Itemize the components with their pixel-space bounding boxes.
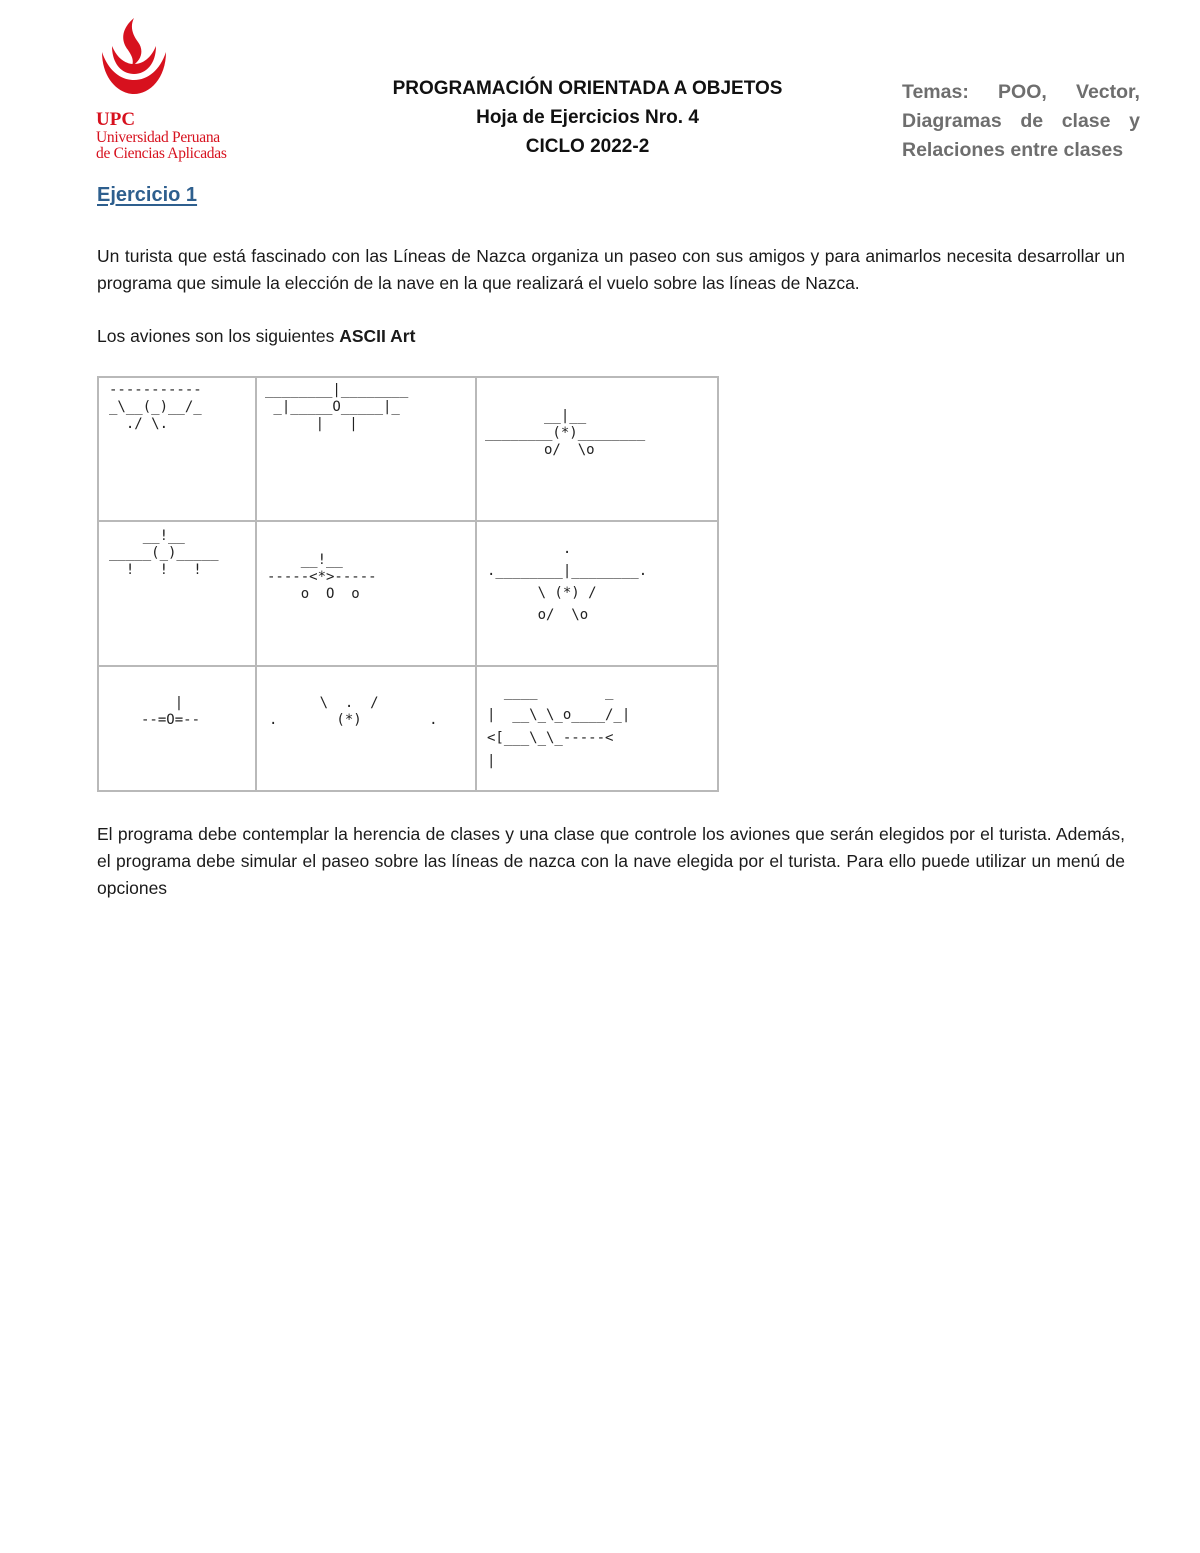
ascii-art-label: ASCII Art	[339, 326, 416, 346]
plane-ascii-4: __!__ _____(_)_____ ! ! !	[109, 528, 219, 578]
plane-cell	[256, 666, 476, 791]
plane-cell	[476, 521, 718, 666]
topics-word: Diagramas	[902, 110, 1002, 132]
plane-cell	[476, 377, 718, 521]
ascii-intro-text: Los aviones son los siguientes	[97, 326, 340, 346]
topics-word: clase	[1061, 110, 1111, 132]
plane-cell	[256, 377, 476, 521]
logo-name-line-1: Universidad Peruana	[96, 129, 220, 146]
plane-ascii-8: \ . / . (*) .	[269, 695, 438, 728]
course-title: PROGRAMACIÓN ORIENTADA A OBJETOS	[392, 78, 783, 99]
intro-paragraph: Un turista que está fascinado con las Líneas de Nazca organiza un paseo con sus amigos y para animarlos necesita desarrollar un programa que simule la elección de la nave en la que realizará el vuelo sobre las líneas de Nazca.	[97, 246, 1125, 293]
topics-word: Temas:	[902, 81, 969, 103]
planes-table	[97, 376, 719, 792]
document-header	[330, 74, 845, 161]
plane-ascii-9: ____ _ | __\_\_o____/_| <[___\_\_-----< |	[487, 684, 631, 769]
cycle-label: CICLO 2022-2	[525, 136, 650, 157]
ascii-intro-paragraph	[97, 323, 1125, 350]
upc-logo	[96, 16, 256, 162]
upc-flame-icon	[96, 16, 172, 102]
plane-cell	[476, 666, 718, 791]
logo-acronym: UPC	[96, 109, 136, 130]
plane-ascii-5: __!__ -----<*>----- o O o	[267, 552, 377, 602]
closing-paragraph: El programa debe contemplar la herencia de clases y una clase que controle los aviones que serán elegidos por el turista. Además, el programa debe simular el paseo sobre las líneas de nazca con la nave elegida por el turista. Para ello puede utilizar un menú de opciones	[97, 824, 1125, 898]
sheet-title: Hoja de Ejercicios Nro. 4	[476, 107, 699, 128]
plane-ascii-6: . .________|________. \ (*) / o/ \o	[487, 541, 648, 623]
plane-cell	[98, 666, 256, 791]
topics-line-3: Relaciones entre clases	[902, 139, 1124, 161]
topics-box	[902, 78, 1140, 165]
plane-cell	[256, 521, 476, 666]
plane-ascii-3: __|__ ________(*)________ o/ \o	[485, 408, 646, 458]
topics-word: Vector,	[1076, 81, 1140, 103]
logo-name-line-2: de Ciencias Aplicadas	[96, 145, 227, 162]
exercise-heading: Ejercicio 1	[97, 184, 198, 206]
topics-word: POO,	[998, 81, 1047, 103]
plane-ascii-2: ________|________ _|_____O_____|_ | |	[265, 382, 409, 432]
topics-word: de	[1020, 110, 1044, 132]
plane-ascii-1: ----------- _\__(_)__/_ ./ \.	[109, 382, 202, 432]
plane-ascii-7: | --=O=--	[141, 695, 201, 728]
plane-cell	[98, 377, 256, 521]
topics-word: y	[1129, 110, 1140, 132]
plane-cell	[98, 521, 256, 666]
